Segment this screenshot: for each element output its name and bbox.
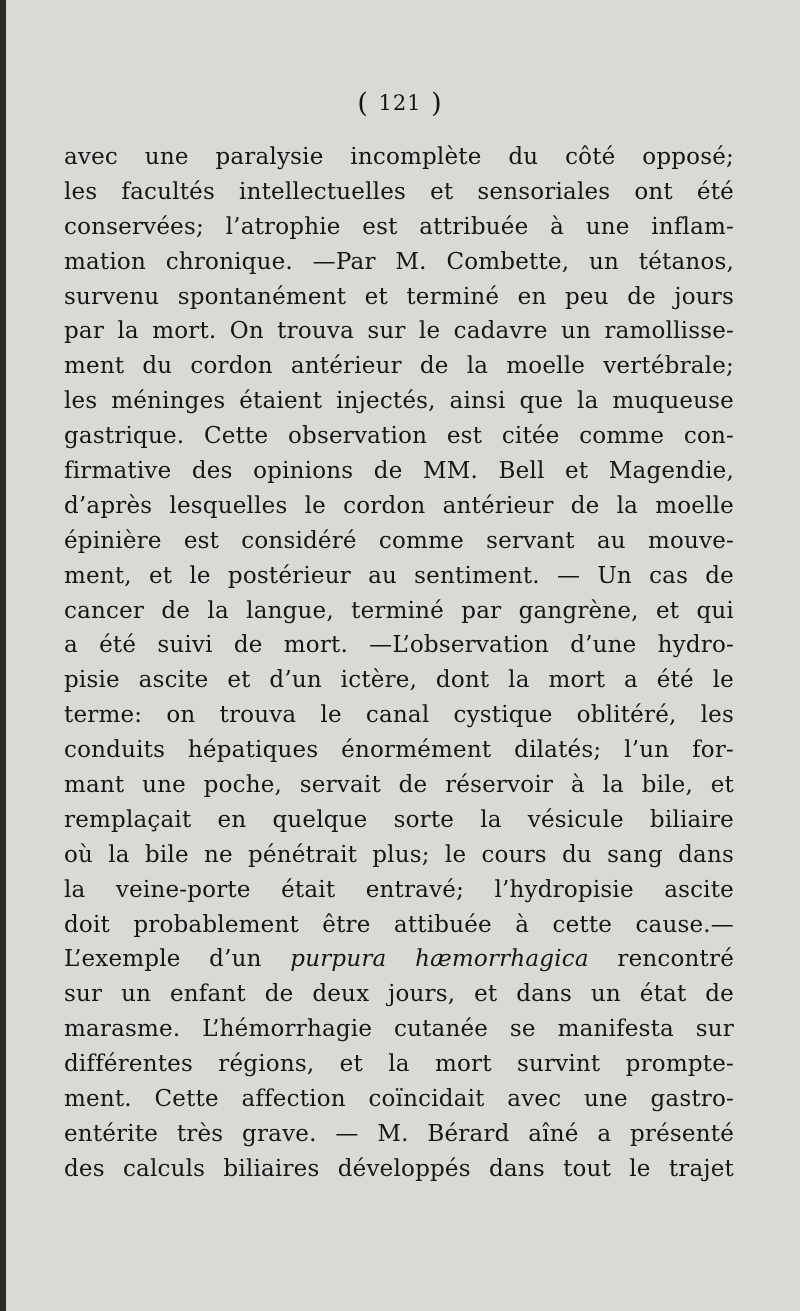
text-line: ment, et le postérieur au sentiment. — Un cas de [64,562,734,589]
text-line: mant une poche, servait de réservoir à la bile, et [64,772,734,799]
text-line: conduits hépatiques énormément dilatés; l’un for- [64,737,734,764]
text-line: marasme. L’hémorrhagie cutanée se manifesta sur [64,1016,734,1043]
text-line-with-italic [64,942,734,977]
italic-term: purpura hæmorrhagica [290,946,589,973]
text-line: les facultés intellectuelles et sensoriales ont été [64,178,734,205]
text-line: ment. Cette affection coïncidait avec une gastro- [64,1086,734,1113]
text-line: sur un enfant de deux jours, et dans un état de [64,981,734,1008]
text-line: ment du cordon antérieur de la moelle vertébrale; [64,353,734,380]
text-line: avec une paralysie incomplète du côté opposé; [64,144,734,170]
text-line: différentes régions, et la mort survint prompte- [64,1051,734,1078]
text-line: des calculs biliaires développés dans tout le trajet [64,1155,734,1182]
text-line: gastrique. Cette observation est citée comme con- [64,423,734,450]
text-line: d’après lesquelles le cordon antérieur de la moelle [64,492,734,519]
text-line: terme: on trouva le canal cystique oblitéré, les [64,702,734,729]
text-line: pisie ascite et d’un ictère, dont la mort a été le [64,667,734,694]
text-line: mation chronique. —Par M. Combette, un tétanos, [64,248,734,275]
page-number-close-paren: ) [431,88,443,119]
text-line: par la mort. On trouva sur le cadavre un ramollisse- [64,318,734,345]
page-number [0,88,800,119]
text-line: cancer de la langue, terminé par gangrène, et qui [64,597,734,624]
text-line: remplaçait en quelque sorte la vésicule biliaire [64,806,734,833]
text-line: où la bile ne pénétrait plus; le cours du sang dans [64,841,734,868]
page-number-digits: 121 [378,91,422,115]
text-line: entérite très grave. — M. Bérard aîné a présenté [64,1120,734,1147]
text-line: firmative des opinions de MM. Bell et Magendie, [64,458,734,485]
text-line: la veine-porte était entravé; l’hydropisie ascite [64,876,734,903]
text-segment: rencontré [617,946,734,973]
text-line: doit probablement être attibuée à cette cause.— [64,911,734,938]
text-line: épinière est considéré comme servant au mouve- [64,527,734,554]
page-edge-shadow [0,0,6,1311]
text-line: survenu spontanément et terminé en peu de jours [64,283,734,310]
text-line: les méninges étaient injectés, ainsi que la muqueuse [64,388,734,415]
text-segment: L’exemple d’un [64,946,262,973]
body-text [64,140,734,1187]
text-line: a été suivi de mort. —L’observation d’une hydro- [64,632,734,659]
text-line: conservées; l’atrophie est attribuée à une inflam- [64,213,734,240]
page-number-open-paren: ( [357,88,369,119]
